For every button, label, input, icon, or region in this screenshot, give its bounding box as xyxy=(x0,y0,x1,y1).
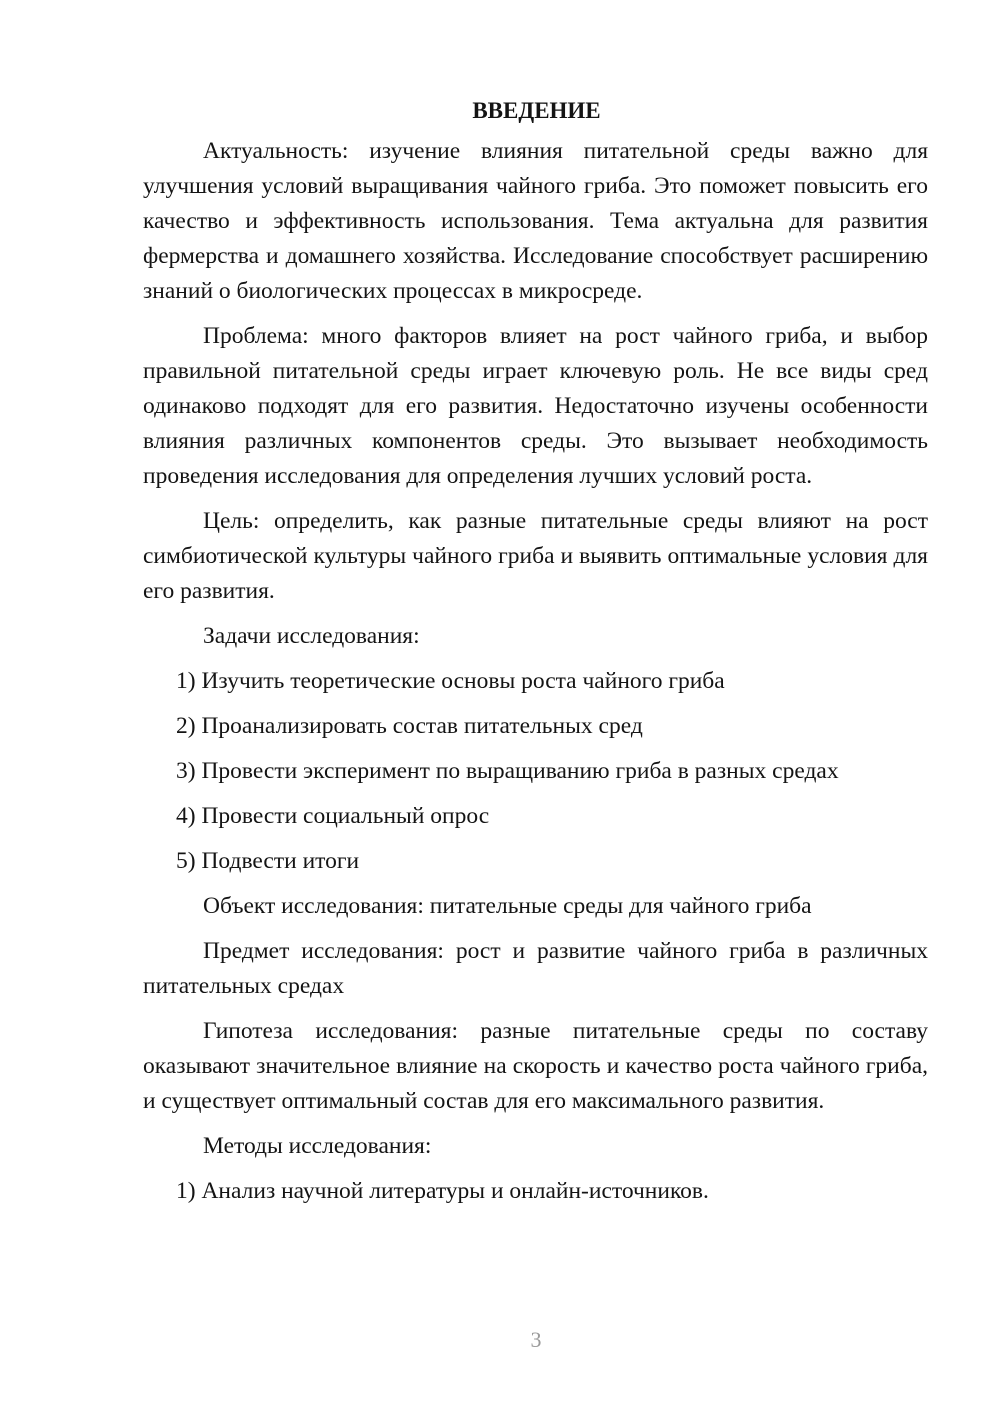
method-list-item: 1) Анализ научной литературы и онлайн-источников. xyxy=(176,1178,709,1204)
hypothesis-paragraph: Гипотеза исследования: разные питательные среды по составу оказывают значительное влияние на скорость и качество роста чайного гриба, и существует оптимальный состав для его максимального развития. xyxy=(143,1018,928,1114)
page-content xyxy=(143,93,928,1219)
tasks-heading: Задачи исследования: xyxy=(203,623,420,649)
task-list-item: 1) Изучить теоретические основы роста чайного гриба xyxy=(176,668,725,694)
methods-heading: Методы исследования: xyxy=(203,1133,432,1159)
task-list-item: 3) Провести эксперимент по выращиванию гриба в разных средах xyxy=(176,758,839,784)
problem-paragraph: Проблема: много факторов влияет на рост чайного гриба, и выбор правильной питательной среды играет ключевую роль. Не все виды сред одинаково подходят для его развития. Недостаточно изучены особенности влияния различных компонентов среды. Это вызывает необходимость проведения исследования для определения лучших условий роста. xyxy=(143,323,928,489)
subject-paragraph: Предмет исследования: рост и развитие чайного гриба в различных питательных средах xyxy=(143,938,928,999)
task-list-item: 5) Подвести итоги xyxy=(176,848,360,874)
object-paragraph: Объект исследования: питательные среды для чайного гриба xyxy=(203,893,812,919)
goal-paragraph: Цель: определить, как разные питательные среды влияют на рост симбиотической культуры чайного гриба и выявить оптимальные условия для его развития. xyxy=(143,508,928,604)
relevance-paragraph: Актуальность: изучение влияния питательной среды важно для улучшения условий выращивания чайного гриба. Это поможет повысить его качество и эффективность использования. Тема актуальна для развития фермерства и домашнего хозяйства. Исследование способствует расширению знаний о биологических процессах в микросреде. xyxy=(143,138,928,304)
page-title: ВВЕДЕНИЕ xyxy=(472,98,601,123)
page-number: 3 xyxy=(530,1327,542,1352)
task-list-item: 2) Проанализировать состав питательных сред xyxy=(176,713,643,739)
task-list-item: 4) Провести социальный опрос xyxy=(176,803,490,829)
